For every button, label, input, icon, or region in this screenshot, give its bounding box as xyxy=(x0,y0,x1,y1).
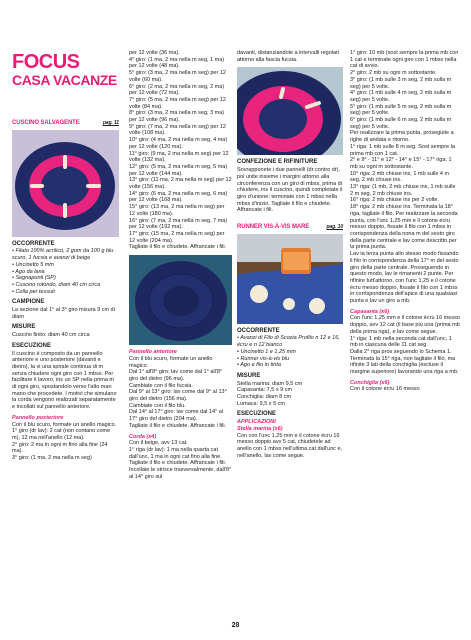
round: 17° giro: (15 ma, 2 ma nella m seg) per 12 volte (204 ma). xyxy=(129,230,225,244)
ant-text: Tagliate il filo e chiudete. Affrancate i fili. xyxy=(129,422,227,429)
salvagente-photo xyxy=(12,130,119,237)
column-1 xyxy=(12,116,119,462)
occ-item: • Colla per tessuti xyxy=(12,288,55,295)
conch-text: Con il cotone écru 16 messo xyxy=(350,386,420,393)
esec-title-3: ESECUZIONE xyxy=(237,411,277,418)
round: 4° giro: (1 ma, 2 ma nella m seg, 1 ma) per 12 volte (48 ma). xyxy=(129,56,225,70)
column-4 xyxy=(350,50,460,393)
round: 9° giro: (7 ma, 2 ma nella m seg) per 12 volte (108 ma). xyxy=(129,123,226,137)
post-text: 3° giro: (1 ma, 2 ma nella m seg) xyxy=(12,455,92,462)
page-ref-salvagente[interactable]: pag. 11 xyxy=(102,120,119,126)
c4-text: Per realizzare la prima punta, proseguite a righe di andata e ritorno. xyxy=(350,130,454,144)
round: 6° giro: (2 ma, 2 ma nella m seg, 2 ma) per 12 volte (72 ma). xyxy=(129,83,225,97)
occ-item: • Runner vis-à-vis blu xyxy=(237,355,290,362)
occ-title-1: OCCORRENTE xyxy=(12,240,55,247)
occ-item: • Ago e filo in tinta xyxy=(237,362,281,369)
round: 14° giro: (6 ma, 2 ma nella m seg, 6 ma) per 12 volte (168 ma). xyxy=(129,190,228,204)
c4-text: 6° giro: (1 mb sulle 6 m seg, 2 mb sulla m seg) per 5 volte. xyxy=(350,117,452,130)
occ-item: • Cuscino rotondo, diam 40 cm circa xyxy=(12,281,101,288)
ant-title: Pannello anteriore xyxy=(129,349,177,356)
salvagente-photo-2 xyxy=(129,255,232,345)
round: 8° giro: (3 ma, 2 ma nella m seg, 3 ma) per 12 volte (96 ma). xyxy=(129,110,225,124)
occ-list-1 xyxy=(12,248,119,295)
corda-text: Con il beige, avv 13 cat. xyxy=(129,440,188,447)
round: 5° giro: (3 ma, 2 ma nella m seg) per 12 volte (60 ma). xyxy=(129,70,226,83)
round: 15° giro: (13 ma, 2 ma nella m seg) per 12 volte (180 ma). xyxy=(129,204,225,217)
occ-list-3 xyxy=(237,335,343,369)
conch-title: Conchiglia (x6) xyxy=(350,379,390,386)
misure-title-1: MISURE xyxy=(12,324,36,331)
c4-text: 13° riga: (1 mb, 2 mb chiuse ins, 1 mb sulle 2 m seg, 2 mb chiuse ins. xyxy=(350,184,456,197)
runner-title: RUNNER VIS-À-VIS MARE xyxy=(237,224,310,231)
campione-title: CAMPIONE xyxy=(12,299,45,306)
header-title: FOCUS xyxy=(12,51,80,73)
c4-text: 1° giro: 10 mb (sost sempre la prima mb con 1 cat e terminate ogni giro con 1 mbss nella cat di avvio. xyxy=(350,50,459,70)
occ-item: • Filato 100% acrilico, 2 gom da 100 g blu scuro, 1 fucsia e avanzi di beige xyxy=(12,248,114,262)
post-text: Con il blu scuro, formate un anello magico. xyxy=(12,421,117,428)
column-2 xyxy=(129,50,232,480)
header-subtitle: CASA VACANZE xyxy=(12,72,117,88)
capa-title: Capasanta (x6) xyxy=(350,308,390,315)
c4-text: 3° giro: (1 mb sulle 3 m seg, 2 mb sulla m seg) per 5 volte. xyxy=(350,76,452,90)
ant-text: Con il blu scuro, formate un anello magico. xyxy=(129,355,213,369)
corda-text: Incollate le strisce trasversalmente, dall'8° al 14° giro sul xyxy=(129,467,232,480)
section-title-runner xyxy=(237,224,343,231)
esec-text-1: Il cuscino è composto da un pannello anteriore e uno posteriore (davanti e dietro), la vi una spirale continua di m senza chiudere ogni giro con 1 mbss. Per facilitare il lavoro, ins un SP nella prima m di ogni giro, spostandolo verso l'alto man mano che procedete. I motivi che simulano la corda vengono realizzati separatamente e incollati sul pannello anteriore. xyxy=(12,350,117,411)
section-title-salvagente xyxy=(12,120,119,127)
ant-text: Dal 1° all'8° giro: lav come dal 1° all'8° giro del dietro (96 ma). xyxy=(129,369,223,382)
capa-text: Con l'unc 1,25 mm e il cotone écru 16 messo doppio, avv 12 cat (il base più una (prima mb della prima riga), e lav come segue. xyxy=(350,315,460,335)
misure-text-1: Cuscino finito: diam 40 cm circa xyxy=(12,332,90,339)
occ-item: • Segnapunti (SP) xyxy=(12,275,56,282)
round: 7° giro: (5 ma, 2 ma nella m seg) per 12 volte (84 ma). xyxy=(129,96,226,110)
ant-text: Cambiate con il filo fucsia. xyxy=(129,382,193,389)
round: 16° giro: (7 ma, 2 ma nella m seg, 7 ma) per 12 volte (192 ma). xyxy=(129,217,228,231)
stella-title: Stella marina (x6) xyxy=(237,425,283,432)
ant-text: Dal 9° al 13° giro: lav come dal 9° al 13° giro del dietro (156 ma). xyxy=(129,389,227,403)
page-ref-runner[interactable]: pag. 10 xyxy=(326,224,343,231)
occ-item: • Uncinetto 1 e 1,25 mm xyxy=(237,348,296,355)
rounds-list xyxy=(129,50,232,251)
occ-item: • Uncinetto 5 mm xyxy=(12,261,54,268)
salvagente-title: CUSCINO SALVAGENTE xyxy=(12,120,80,126)
c4-text: 18° riga: 2 mb chiuse ins. Terminata la 18° riga, tagliate il filo. Per realizzare la seconda punta, con l'unc 1,25 mm e il cotone écru messo doppio, fissate il filo con 1 mbss in corrispondenza della nona m del sesto giro della parte centrale e lav come descritto per la prima punta. xyxy=(350,204,458,251)
c4-text: Lav la terza punta allo stesso modo fissando il filo in corrispondenza della 17° m del sesto giro della parte centrale. Proseguendo in questo modo, lav le rimanenti 2 punte. Per rifinire tutt'attorno, con l'unc 1,25 e il cotone écru messo doppio, fissate il filo con 1 mbss in corrispondenza dell'apice di una qualsiasi punta e lav un giro a mb. xyxy=(350,251,459,305)
ant-text: Dal 14° al 17° giro: lav come dal 14° al 17° giro del dietro (204 ma). xyxy=(129,409,224,423)
round: 13° giro: (11 ma, 2 ma nella m seg) per 12 volte (156 ma). xyxy=(129,177,232,191)
capa-text: 1° riga: 1 mb nella seconda cat dall'unc, 1 mb in ciascuna delle 11 cat seg. xyxy=(350,335,452,349)
post-text: 1° giro (dr lav): 2 cat (non contano come m), 12 ma nell'anello (12 ma). xyxy=(12,428,111,441)
c4-text: 2° e 9° - 11° e 12° - 14° e 15° - 17° riga: 1 mb su ogni m sottostante. xyxy=(350,157,452,170)
occ-title-3: OCCORRENTE xyxy=(237,327,280,334)
post-text: 2° giro: 2 ma in ogni m fino alla fine (24 ma). xyxy=(12,441,108,455)
campione-text: La sezione dal 1° al 3° giro misura 9 cm di diam xyxy=(12,307,115,320)
conf-title: CONFEZIONE E RIFINITURE xyxy=(237,159,318,166)
article-header xyxy=(12,52,117,88)
misure-title-3: MISURE xyxy=(237,372,261,379)
page-number: 28 xyxy=(231,622,240,629)
corda-title: Corda (x4) xyxy=(129,433,157,440)
round: per 12 volte (36 ma). xyxy=(129,50,180,56)
round: 11° giro: (9 ma, 2 ma nella m seg) per 12 volte (132 ma). xyxy=(129,150,229,164)
misure-text-3: Stella marina: diam 9,5 cm Capasanta: 7,5 x 9 cm Conchiglia: diam 8 cm Lumaca: 9,5 x 5 cm xyxy=(237,380,303,407)
c4-text: 10° riga: 2 mb chiuse ins, 1 mb sulle 4 m seg, 2 mb chiuse ins. xyxy=(350,170,450,184)
c4-text: 5° giro: (1 mb sulle 5 m seg, 2 mb sulla m seg) per 5 volte. xyxy=(350,103,452,117)
capa-text: Dalla 2° riga pros seguendo lo Schema 1. Terminata la 15° riga, non tagliate il filo, ma rifinite 3 lati della conchiglia (escluse il margine superiore) lavorando una riga a mb. xyxy=(350,348,459,376)
round: 12° giro: (5 ma, 2 ma nella m seg, 5 ma) per 12 volte (144 ma). xyxy=(129,163,228,177)
c4-text: 16° riga: 2 mb chiuse ins per 2 volte. xyxy=(350,197,440,204)
conf-text: Sovrapponete i due pannelli (dr contro dr), poi unite insieme i margini attorno alla circonferenza con un giro di mbss, prima di chiudere, ins il cuscino, quindi completate il giro d'unione; terminate con 1 mbss nella mbss d'inizio. Tagliate il filo e chiudete. Affrancate i fili. xyxy=(237,167,343,214)
c4-text: 2° giro: 2 mb su ogni m sottostante. xyxy=(350,70,437,77)
esec-title-1: ESECUZIONE xyxy=(12,342,52,349)
c4-text: 4° giro: (1 mb sulle 4 m seg, 2 mb sulla m seg) per 5 volte. xyxy=(350,90,452,103)
c4-text: 1° riga: 1 mb sulle 8 m seg. Sost sempre la prima mb con 1 cat. xyxy=(350,143,455,157)
round: 10° giro: (4 ma, 2 ma nella m seg, 4 ma) per 12 volte (120 ma). xyxy=(129,137,228,150)
round: Tagliate il filo e chiudete. Affrancate i fili. xyxy=(129,244,227,251)
ant-text: Cambiate con il filo blu. xyxy=(129,402,186,409)
col3-top-text: davanti, distanziandole a intervalli regolari attorno alla fascia fucsia. xyxy=(237,50,340,63)
occ-item: • Ago da lana xyxy=(12,268,45,275)
corda-text: 1° riga (dr lav): 1 ma nella quarta cat dall'unc, 1 ma in ogni cat fino alla fine. xyxy=(129,446,222,460)
corda-text: Tagliate il filo e chiudete. Affrancate i fili. xyxy=(129,460,227,467)
salvagente-detail-photo xyxy=(237,67,343,155)
occ-item: • Avanzi di Filo di Scozia Profilo n 12 e 16, écru e n 12 bianco xyxy=(237,335,340,349)
post-title: Pannello posteriore xyxy=(12,414,64,421)
app-title: APPLICAZIONI xyxy=(237,419,276,426)
stella-text: Con con l'unc 1,25 mm e il cotone écru 16 messo doppio avv 5 cat, chiudetele ad anello con 1 mbss nell'ultima cat dall'unc e, nell'anello, lav come segue. xyxy=(237,432,343,459)
column-3 xyxy=(237,50,343,459)
runner-photo xyxy=(237,234,343,324)
